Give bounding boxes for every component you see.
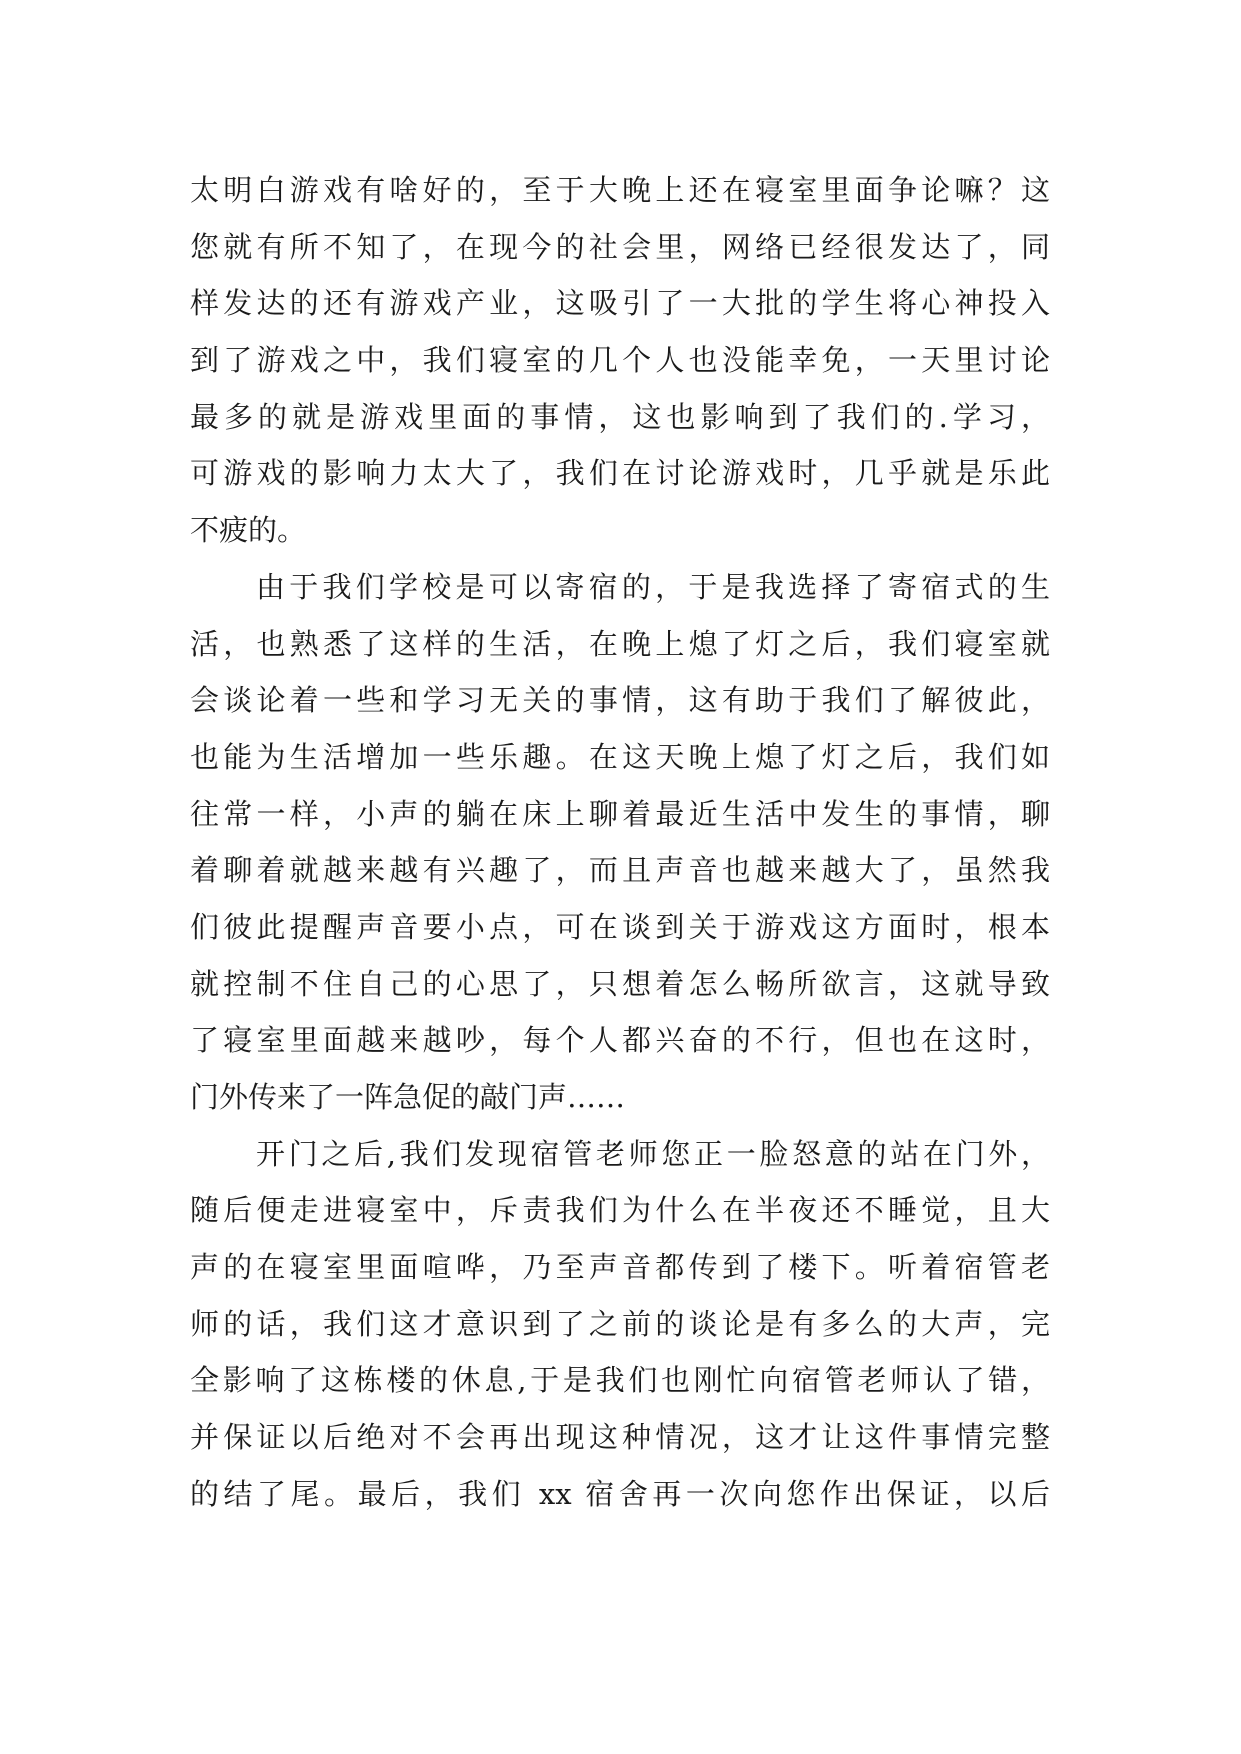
text-line: 您就有所不知了，在现今的社会里，网络已经很发达了，同 (190, 229, 1050, 264)
text-line: 样发达的还有游戏产业，这吸引了一大批的学生将心神投入 (190, 286, 1050, 321)
text-line: 的结了尾。最后，我们 xx 宿舍再一次向您作出保证，以后 (190, 1476, 1050, 1511)
text-line: 也能为生活增加一些乐趣。在这天晚上熄了灯之后，我们如 (190, 739, 1050, 774)
text-line: 往常一样，小声的躺在床上聊着最近生活中发生的事情，聊 (190, 796, 1050, 831)
text-line: 师的话，我们这才意识到了之前的谈论是有多么的大声，完 (190, 1306, 1050, 1341)
text-line: 们彼此提醒声音要小点，可在谈到关于游戏这方面时，根本 (190, 909, 1050, 944)
text-line: 可游戏的影响力太大了，我们在讨论游戏时，几乎就是乐此 (190, 456, 1050, 491)
text-line: 全影响了这栋楼的休息,于是我们也刚忙向宿管老师认了错， (190, 1363, 1050, 1398)
document-body (190, 162, 1050, 1523)
text-line: 了寝室里面越来越吵，每个人都兴奋的不行，但也在这时， (190, 1023, 1050, 1058)
text-line: 着聊着就越来越有兴趣了，而且声音也越来越大了，虽然我 (190, 853, 1050, 888)
text-line: 太明白游戏有啥好的，至于大晚上还在寝室里面争论嘛？这 (190, 173, 1050, 207)
text-line: 就控制不住自己的心思了，只想着怎么畅所欲言，这就导致 (190, 966, 1050, 1001)
paragraph-first-line: 开门之后,我们发现宿管老师您正一脸怒意的站在门外， (256, 1136, 1050, 1171)
text-line: 随后便走进寝室中，斥责我们为什么在半夜还不睡觉，且大 (190, 1193, 1050, 1228)
text-line: 到了游戏之中，我们寝室的几个人也没能幸免，一天里讨论 (190, 343, 1050, 378)
text-line: 不疲的。 (190, 513, 307, 548)
text-line: 会谈论着一些和学习无关的事情，这有助于我们了解彼此， (190, 683, 1050, 718)
text-line: 最多的就是游戏里面的事情，这也影响到了我们的.学习， (190, 399, 1050, 434)
text-line: 声的在寝室里面喧哗，乃至声音都传到了楼下。听着宿管老 (190, 1250, 1050, 1285)
text-line: 门外传来了一阵急促的敲门声…… (190, 1080, 626, 1114)
paragraph-first-line: 由于我们学校是可以寄宿的，于是我选择了寄宿式的生 (256, 569, 1050, 604)
text-line: 并保证以后绝对不会再出现这种情况，这才让这件事情完整 (190, 1420, 1050, 1455)
text-line: 活，也熟悉了这样的生活，在晚上熄了灯之后，我们寝室就 (190, 626, 1050, 661)
